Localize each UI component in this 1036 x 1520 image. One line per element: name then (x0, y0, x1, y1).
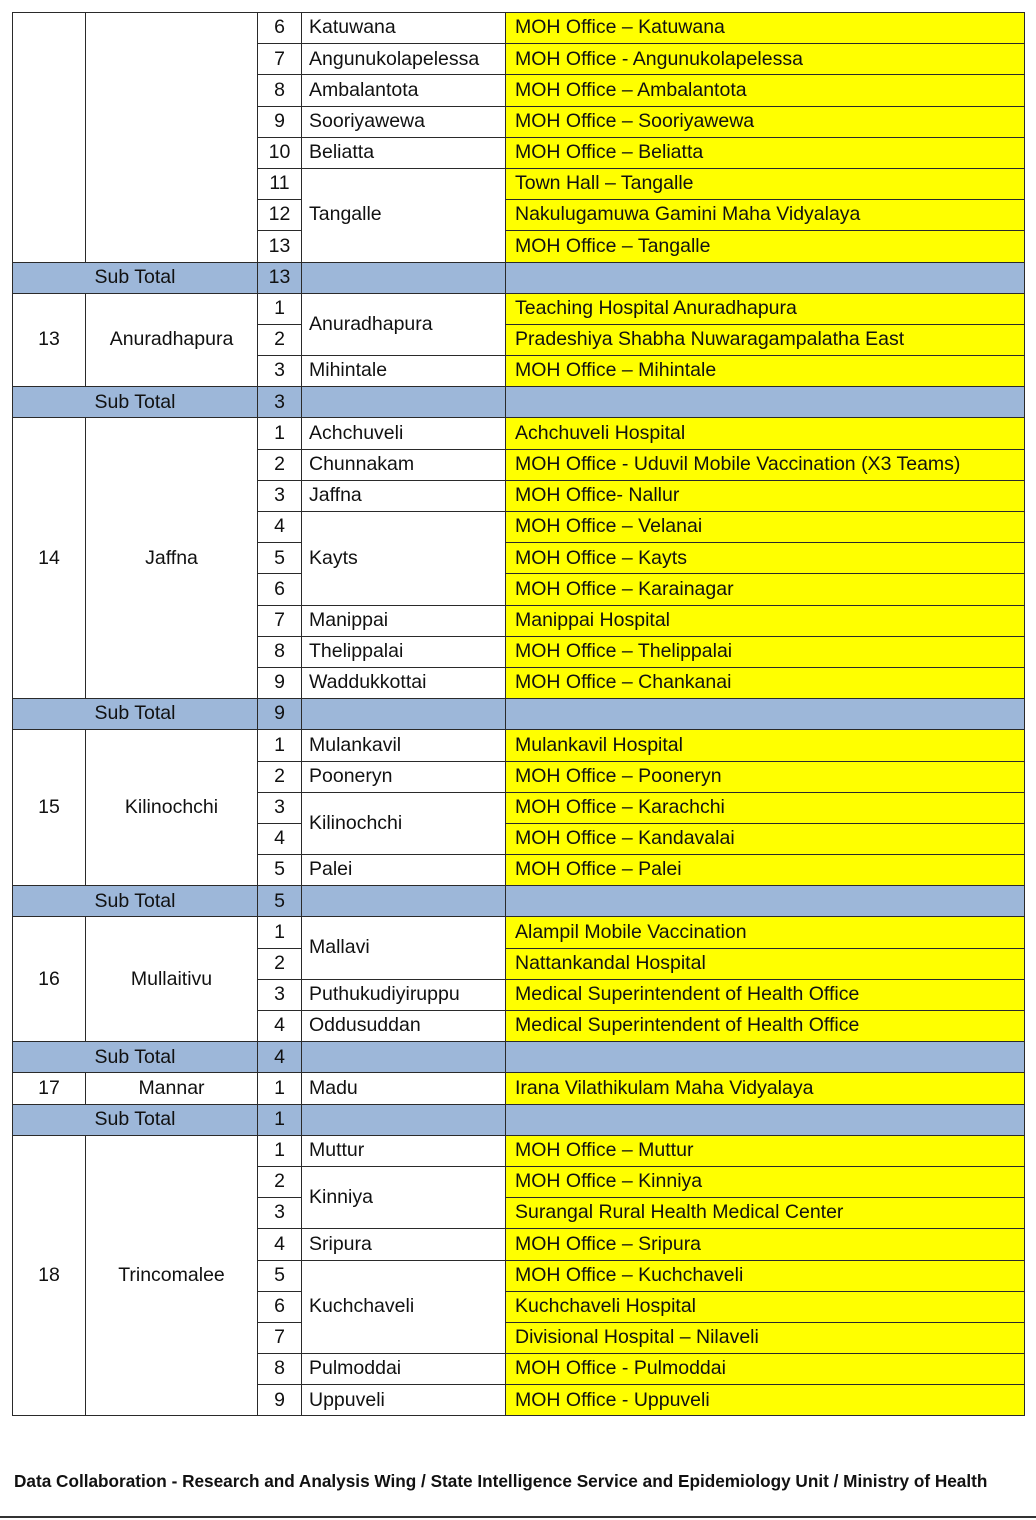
table-row (13, 1135, 1025, 1166)
row-index: 3 (258, 979, 302, 1010)
moh-area: Pulmoddai (302, 1354, 506, 1385)
row-index: 3 (258, 356, 302, 387)
moh-area: Mulankavil (302, 730, 506, 761)
row-index: 7 (258, 605, 302, 636)
moh-area: Thelippalai (302, 636, 506, 667)
vaccination-site: MOH Office – Palei (506, 855, 1025, 886)
moh-area: Pooneryn (302, 761, 506, 792)
moh-area: Tangalle (302, 168, 506, 262)
vaccination-site: MOH Office – Kinniya (506, 1166, 1025, 1197)
vaccination-site: Manippai Hospital (506, 605, 1025, 636)
row-index: 9 (258, 106, 302, 137)
moh-area: Anuradhapura (302, 293, 506, 355)
row-index: 1 (258, 917, 302, 948)
district-number: 14 (13, 418, 86, 699)
vaccination-site: MOH Office – Sooriyawewa (506, 106, 1025, 137)
vaccination-site: MOH Office – Pooneryn (506, 761, 1025, 792)
subtotal-blank (302, 262, 506, 293)
moh-area: Kilinochchi (302, 792, 506, 854)
row-index: 6 (258, 1291, 302, 1322)
moh-area: Ambalantota (302, 75, 506, 106)
row-index: 3 (258, 480, 302, 511)
vaccination-site: MOH Office - Uduvil Mobile Vaccination (X3 Teams) (506, 449, 1025, 480)
subtotal-blank (506, 262, 1025, 293)
moh-area: Katuwana (302, 13, 506, 44)
subtotal-count: 13 (258, 262, 302, 293)
district-number: 18 (13, 1135, 86, 1416)
moh-area: Sooriyawewa (302, 106, 506, 137)
row-index: 1 (258, 418, 302, 449)
moh-area: Muttur (302, 1135, 506, 1166)
moh-area: Oddusuddan (302, 1011, 506, 1042)
subtotal-blank (302, 1104, 506, 1135)
subtotal-blank (506, 1104, 1025, 1135)
district-name (86, 13, 258, 263)
moh-area: Puthukudiyiruppu (302, 979, 506, 1010)
row-index: 2 (258, 449, 302, 480)
vaccination-site: MOH Office – Karainagar (506, 574, 1025, 605)
moh-area: Waddukkottai (302, 667, 506, 698)
row-index: 6 (258, 574, 302, 605)
row-index: 13 (258, 231, 302, 262)
district-name: Mannar (86, 1073, 258, 1104)
district-number: 15 (13, 730, 86, 886)
subtotal-label: Sub Total (13, 387, 258, 418)
table-row (13, 293, 1025, 324)
table-row (13, 730, 1025, 761)
row-index: 1 (258, 730, 302, 761)
row-index: 1 (258, 1073, 302, 1104)
row-index: 11 (258, 168, 302, 199)
vaccination-site: MOH Office – Mihintale (506, 356, 1025, 387)
vaccination-site: Divisional Hospital – Nilaveli (506, 1322, 1025, 1353)
subtotal-blank (506, 699, 1025, 730)
row-index: 6 (258, 13, 302, 44)
row-index: 2 (258, 1166, 302, 1197)
row-index: 7 (258, 1322, 302, 1353)
row-index: 9 (258, 667, 302, 698)
vaccination-site: Medical Superintendent of Health Office (506, 1011, 1025, 1042)
subtotal-count: 4 (258, 1042, 302, 1073)
moh-area: Beliatta (302, 137, 506, 168)
table-row (13, 418, 1025, 449)
subtotal-label: Sub Total (13, 1104, 258, 1135)
vaccination-site: MOH Office - Pulmoddai (506, 1354, 1025, 1385)
subtotal-label: Sub Total (13, 262, 258, 293)
subtotal-label: Sub Total (13, 1042, 258, 1073)
vaccination-site: Town Hall – Tangalle (506, 168, 1025, 199)
subtotal-blank (506, 886, 1025, 917)
row-index: 5 (258, 1260, 302, 1291)
row-index: 12 (258, 200, 302, 231)
district-name: Trincomalee (86, 1135, 258, 1416)
table-row (13, 13, 1025, 44)
district-number: 13 (13, 293, 86, 387)
row-index: 5 (258, 543, 302, 574)
row-index: 1 (258, 293, 302, 324)
vaccination-site: Alampil Mobile Vaccination (506, 917, 1025, 948)
row-index: 8 (258, 1354, 302, 1385)
vaccination-site: Medical Superintendent of Health Office (506, 979, 1025, 1010)
row-index: 2 (258, 324, 302, 355)
table-row (13, 1073, 1025, 1104)
vaccination-site: MOH Office – Kandavalai (506, 823, 1025, 854)
moh-area: Madu (302, 1073, 506, 1104)
vaccination-site: MOH Office – Thelippalai (506, 636, 1025, 667)
subtotal-row (13, 1042, 1025, 1073)
moh-area: Mallavi (302, 917, 506, 979)
bottom-divider (0, 1516, 1036, 1518)
vaccination-site: MOH Office – Muttur (506, 1135, 1025, 1166)
subtotal-count: 3 (258, 387, 302, 418)
district-name: Kilinochchi (86, 730, 258, 886)
row-index: 3 (258, 1198, 302, 1229)
row-index: 5 (258, 855, 302, 886)
vaccination-site: Achchuveli Hospital (506, 418, 1025, 449)
district-name: Mullaitivu (86, 917, 258, 1042)
district-number: 16 (13, 917, 86, 1042)
row-index: 4 (258, 1229, 302, 1260)
moh-area: Mihintale (302, 356, 506, 387)
vaccination-site: MOH Office – Velanai (506, 512, 1025, 543)
subtotal-row (13, 387, 1025, 418)
moh-area: Uppuveli (302, 1385, 506, 1416)
vaccination-site: Nattankandal Hospital (506, 948, 1025, 979)
subtotal-row (13, 1104, 1025, 1135)
vaccination-site: MOH Office – Beliatta (506, 137, 1025, 168)
district-number (13, 13, 86, 263)
moh-area: Achchuveli (302, 418, 506, 449)
district-name: Anuradhapura (86, 293, 258, 387)
row-index: 8 (258, 636, 302, 667)
row-index: 2 (258, 761, 302, 792)
vaccination-centers-table (12, 12, 1025, 1416)
moh-area: Sripura (302, 1229, 506, 1260)
district-number: 17 (13, 1073, 86, 1104)
row-index: 9 (258, 1385, 302, 1416)
subtotal-blank (302, 1042, 506, 1073)
vaccination-site: Mulankavil Hospital (506, 730, 1025, 761)
subtotal-count: 9 (258, 699, 302, 730)
moh-area: Jaffna (302, 480, 506, 511)
moh-area: Chunnakam (302, 449, 506, 480)
subtotal-blank (302, 387, 506, 418)
subtotal-row (13, 262, 1025, 293)
row-index: 7 (258, 44, 302, 75)
vaccination-site: MOH Office - Uppuveli (506, 1385, 1025, 1416)
vaccination-site: MOH Office – Katuwana (506, 13, 1025, 44)
row-index: 4 (258, 1011, 302, 1042)
row-index: 2 (258, 948, 302, 979)
table-row (13, 917, 1025, 948)
moh-area: Manippai (302, 605, 506, 636)
vaccination-site: MOH Office – Sripura (506, 1229, 1025, 1260)
row-index: 8 (258, 75, 302, 106)
district-name: Jaffna (86, 418, 258, 699)
vaccination-site: Pradeshiya Shabha Nuwaragampalatha East (506, 324, 1025, 355)
vaccination-site: MOH Office- Nallur (506, 480, 1025, 511)
row-index: 3 (258, 792, 302, 823)
vaccination-site: Teaching Hospital Anuradhapura (506, 293, 1025, 324)
moh-area: Kuchchaveli (302, 1260, 506, 1354)
footer-credit: Data Collaboration - Research and Analysis Wing / State Intelligence Service and Epidemiology Unit / Ministry of Health (14, 1471, 988, 1491)
subtotal-count: 1 (258, 1104, 302, 1135)
subtotal-blank (506, 1042, 1025, 1073)
subtotal-row (13, 886, 1025, 917)
subtotal-blank (506, 387, 1025, 418)
vaccination-site: Irana Vilathikulam Maha Vidyalaya (506, 1073, 1025, 1104)
row-index: 4 (258, 823, 302, 854)
vaccination-site: MOH Office – Karachchi (506, 792, 1025, 823)
moh-area: Kinniya (302, 1166, 506, 1228)
subtotal-label: Sub Total (13, 699, 258, 730)
subtotal-label: Sub Total (13, 886, 258, 917)
vaccination-site: Kuchchaveli Hospital (506, 1291, 1025, 1322)
moh-area: Kayts (302, 512, 506, 606)
subtotal-row (13, 699, 1025, 730)
vaccination-site: Surangal Rural Health Medical Center (506, 1198, 1025, 1229)
vaccination-site: MOH Office – Tangalle (506, 231, 1025, 262)
moh-area: Angunukolapelessa (302, 44, 506, 75)
vaccination-site: MOH Office – Chankanai (506, 667, 1025, 698)
row-index: 4 (258, 512, 302, 543)
row-index: 1 (258, 1135, 302, 1166)
subtotal-blank (302, 886, 506, 917)
vaccination-site: MOH Office – Kuchchaveli (506, 1260, 1025, 1291)
subtotal-count: 5 (258, 886, 302, 917)
vaccination-site: Nakulugamuwa Gamini Maha Vidyalaya (506, 200, 1025, 231)
vaccination-site: MOH Office – Ambalantota (506, 75, 1025, 106)
subtotal-blank (302, 699, 506, 730)
moh-area: Palei (302, 855, 506, 886)
vaccination-site: MOH Office – Kayts (506, 543, 1025, 574)
vaccination-site: MOH Office - Angunukolapelessa (506, 44, 1025, 75)
row-index: 10 (258, 137, 302, 168)
